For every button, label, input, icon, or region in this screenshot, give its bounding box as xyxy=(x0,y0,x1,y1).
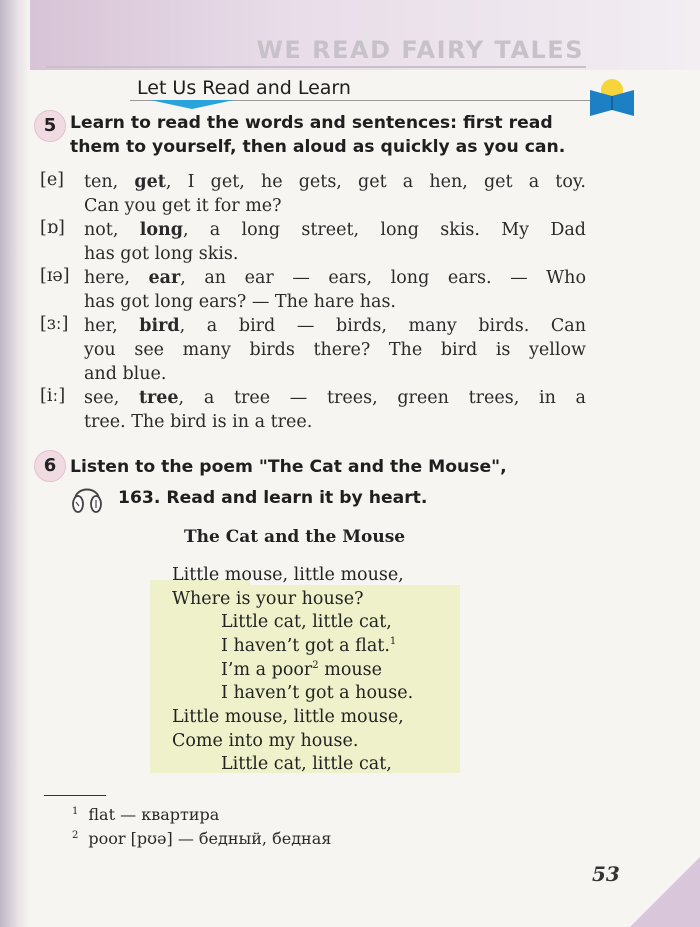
phonetic-line: and blue. xyxy=(84,364,167,384)
phonetic-line: ten, get, I get, he gets, get a hen, get a toy. xyxy=(84,172,586,192)
phonetic-line: has got long skis. xyxy=(84,244,239,264)
phonetic-row xyxy=(40,314,596,386)
phonetic-symbol: [iː] xyxy=(40,386,66,406)
phonetic-symbol: [ɒ] xyxy=(40,218,65,238)
exercise-5-number: 5 xyxy=(34,110,66,142)
phonetic-line: Can you get it for me? xyxy=(84,196,282,216)
instruction-line: them to yourself, then aloud as quickly as you can. xyxy=(70,137,566,157)
poem-line: Where is your house? xyxy=(172,589,364,609)
keyword: get xyxy=(134,172,166,192)
exercise-6-instructions xyxy=(70,452,507,514)
phonetic-line: you see many birds there? The bird is yellow xyxy=(84,340,586,360)
poem-line: I haven’t got a house. xyxy=(221,683,414,703)
phonetic-row xyxy=(40,170,596,218)
phonetic-line: her, bird, a bird — birds, many birds. Can xyxy=(84,316,586,336)
phonetic-symbol: [ɪə] xyxy=(40,266,70,286)
phonetic-row xyxy=(40,218,596,266)
instruction-line: 163. Read and learn it by heart. xyxy=(118,488,428,508)
poem-line: Little cat, little cat, xyxy=(221,754,392,774)
footnote: $^2$ poor [pʊə] — бедный, бедная xyxy=(72,829,332,848)
exercise-6-number: 6 xyxy=(34,450,66,482)
book-icon xyxy=(588,76,636,118)
keyword: bird xyxy=(139,316,180,336)
instruction-line: Learn to read the words and sentences: first read xyxy=(70,113,553,133)
footnote-marker: 1 xyxy=(389,636,397,647)
header-divider xyxy=(46,66,586,68)
phonetic-line: not, long, a long street, long skis. My Dad xyxy=(84,220,587,240)
phonetic-symbol: [ɜː] xyxy=(40,314,69,334)
page-binding-shadow xyxy=(0,0,30,927)
keyword: tree xyxy=(138,388,179,408)
poem-line: Little mouse, little mouse, xyxy=(172,565,404,585)
page-corner-decoration xyxy=(630,857,700,927)
phonetic-line: here, ear, an ear — ears, long ears. — Who xyxy=(84,268,586,288)
section-title: Let Us Read and Learn xyxy=(137,77,351,99)
phonetic-line: tree. The bird is in a tree. xyxy=(84,412,313,432)
footnote-marker: 2 xyxy=(312,660,319,671)
poem-line: Come into my house. xyxy=(172,731,359,751)
poem-line: I haven’t got a flat.$^1$ xyxy=(221,636,397,656)
poem-line: Little cat, little cat, xyxy=(221,612,392,632)
exercise-5-instructions xyxy=(70,111,565,159)
keyword: ear xyxy=(148,268,181,288)
poem-line: Little mouse, little mouse, xyxy=(172,707,404,727)
poem-line: I’m a poor$^2$ mouse xyxy=(221,660,382,680)
phonetic-drill xyxy=(40,170,596,434)
footnote-divider xyxy=(44,795,106,796)
footnote: $^1$ flat — квартира xyxy=(72,805,220,824)
running-header: WE READ FAIRY TALES xyxy=(256,36,584,64)
keyword: long xyxy=(139,220,183,240)
phonetic-row xyxy=(40,266,596,314)
page-number: 53 xyxy=(592,862,620,886)
phonetic-row xyxy=(40,386,596,434)
section-accent-triangle xyxy=(150,100,234,109)
phonetic-symbol: [e] xyxy=(40,170,65,190)
instruction-line: Listen to the poem "The Cat and the Mouse", xyxy=(70,457,507,477)
phonetic-line: has got long ears? — The hare has. xyxy=(84,292,396,312)
poem-title: The Cat and the Mouse xyxy=(184,527,406,547)
headphones-icon[interactable] xyxy=(70,478,104,516)
phonetic-line: see, tree, a tree — trees, green trees, in a xyxy=(84,388,586,408)
